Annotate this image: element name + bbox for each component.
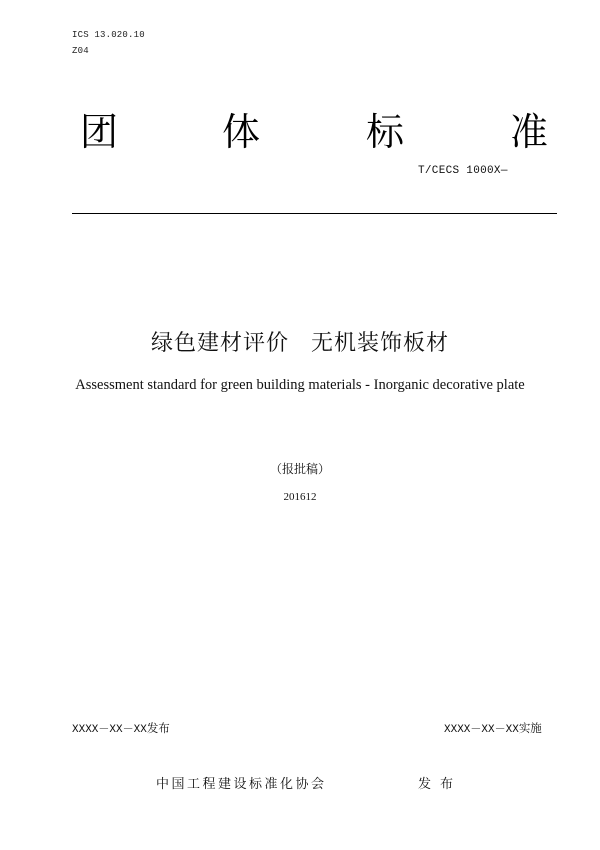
title-chinese xyxy=(0,326,600,357)
title-chinese-part-1: 绿色建材评价 xyxy=(150,331,289,356)
standard-type-char-3: 标 xyxy=(366,110,405,154)
issuer-action: 发布 xyxy=(418,777,463,792)
title-chinese-part-2: 无机装饰板材 xyxy=(311,331,450,356)
standard-type-char-4: 准 xyxy=(510,110,549,154)
ccs-code: Z04 xyxy=(72,46,89,56)
draft-status: （报批稿） xyxy=(269,462,330,476)
header-divider xyxy=(72,213,557,214)
publish-date: XXXX－XX－XX xyxy=(72,724,147,736)
ics-code: ICS 13.020.10 xyxy=(72,30,145,40)
title-english: Assessment standard for green building materials - Inorganic decorative plate xyxy=(75,377,525,393)
publish-label: 发布 xyxy=(146,721,170,735)
implement-line xyxy=(444,720,542,736)
issuer-name: 中国工程建设标准化协会 xyxy=(156,777,327,792)
standard-type-char-2: 体 xyxy=(222,110,261,154)
draft-date: 201612 xyxy=(283,491,317,503)
standard-type-char-1: 团 xyxy=(80,110,119,154)
implement-label: 实施 xyxy=(518,721,542,735)
implement-date: XXXX－XX－XX xyxy=(444,724,519,736)
standard-number: T/CECS 1000X— xyxy=(418,165,508,177)
publish-line xyxy=(72,720,170,736)
